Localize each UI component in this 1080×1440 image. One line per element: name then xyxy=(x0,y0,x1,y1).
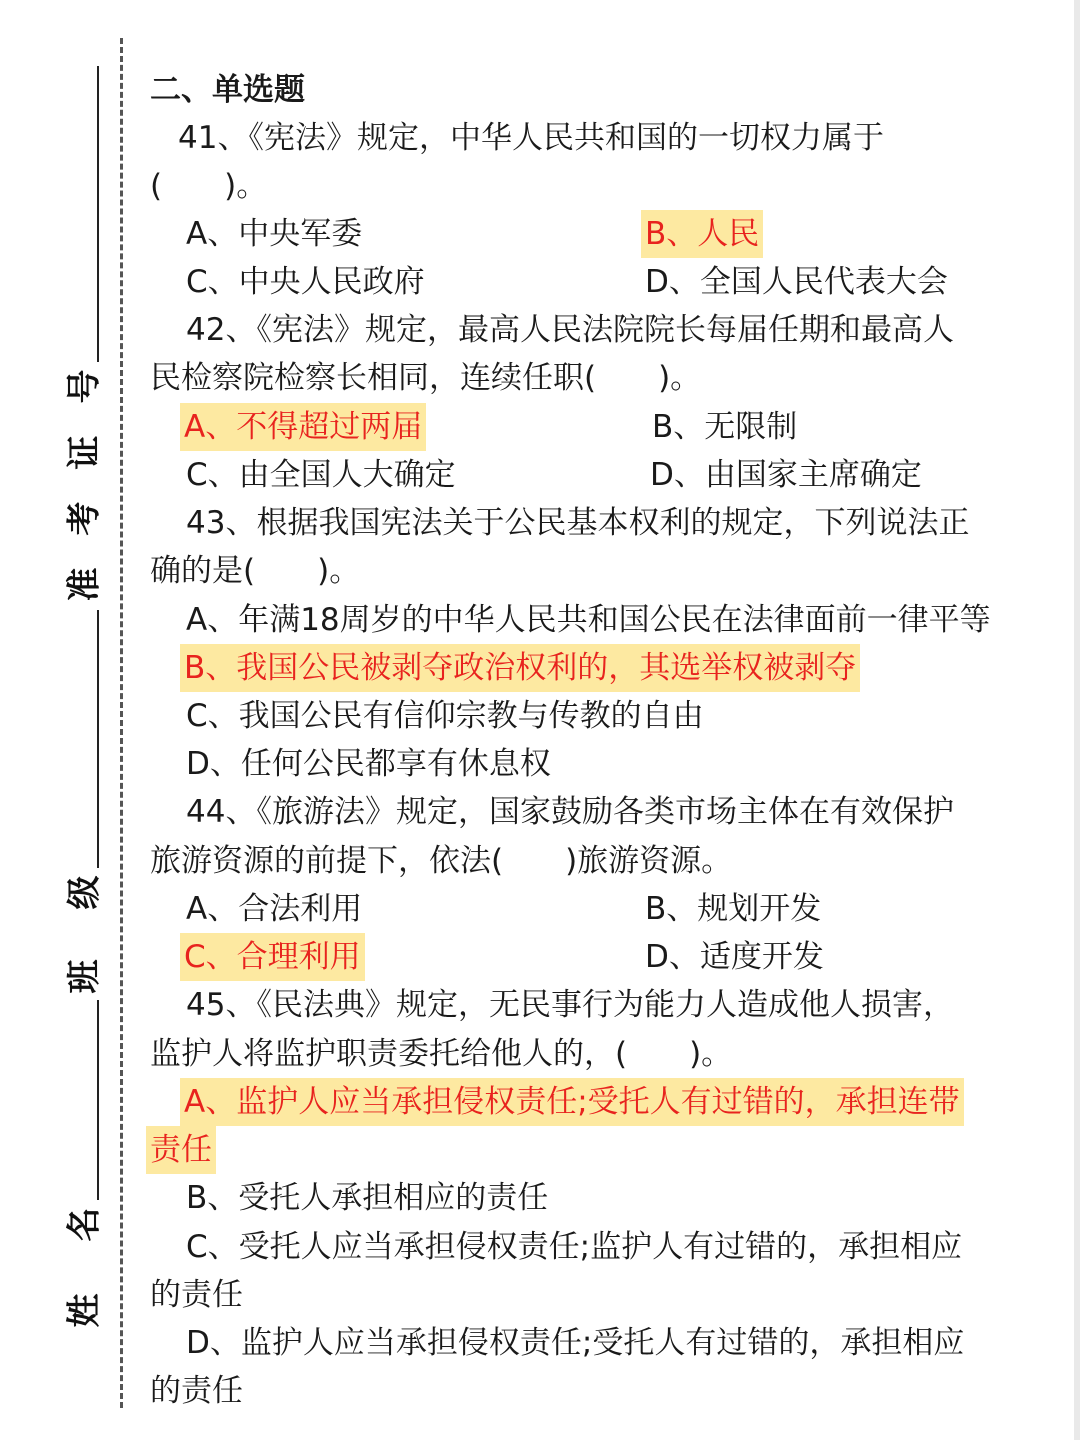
q41-stem-line2: ( )。 xyxy=(150,168,268,204)
side-label-ming: 名 xyxy=(64,1207,105,1242)
exam-number-write-line[interactable] xyxy=(97,66,99,362)
q42-option-d: D、由国家主席确定 xyxy=(650,457,922,493)
q45-option-b: B、受托人承担相应的责任 xyxy=(186,1180,549,1216)
side-label-zheng: 考 xyxy=(64,501,105,536)
side-label-zhun: 号 xyxy=(64,369,105,404)
q42-stem-line2: 民检察院检察长相同，连续任职( )。 xyxy=(150,360,702,396)
q45-option-c-line2: 的责任 xyxy=(150,1277,243,1313)
q44-stem-line1: 44、《旅游法》规定，国家鼓励各类市场主体在有效保护 xyxy=(186,794,954,830)
name-write-line[interactable] xyxy=(97,1000,99,1200)
side-label-hao: 准 xyxy=(64,567,105,602)
q44-option-a: A、合法利用 xyxy=(186,891,363,927)
q44-option-c-answer: C、合理利用 xyxy=(180,933,365,981)
q43-stem-line2: 确的是( )。 xyxy=(150,553,361,589)
q43-option-a: A、年满18周岁的中华人民共和国公民在法律面前一律平等 xyxy=(186,602,991,638)
q44-option-d: D、适度开发 xyxy=(645,939,824,975)
q43-option-b-answer: B、我国公民被剥夺政治权利的，其选举权被剥夺 xyxy=(180,644,860,692)
q41-option-a: A、中央军委 xyxy=(186,216,363,252)
q44-stem-line2: 旅游资源的前提下，依法( )旅游资源。 xyxy=(150,843,733,879)
q43-option-d: D、任何公民都享有休息权 xyxy=(186,746,551,782)
q45-option-c-line1: C、受托人应当承担侵权责任;监护人有过错的，承担相应 xyxy=(186,1229,963,1265)
q41-option-b-answer: B、人民 xyxy=(641,210,763,258)
q42-option-c: C、由全国人大确定 xyxy=(186,457,456,493)
q45-stem-line1: 45、《民法典》规定，无民事行为能力人造成他人损害， xyxy=(186,987,954,1023)
side-label-ji: 级 xyxy=(64,875,105,910)
q45-option-d-line1: D、监护人应当承担侵权责任;受托人有过错的，承担相应 xyxy=(186,1325,965,1361)
class-write-line[interactable] xyxy=(97,610,99,868)
q45-option-a-answer-line1: A、监护人应当承担侵权责任;受托人有过错的，承担连带 xyxy=(180,1078,964,1126)
side-label-kao: 证 xyxy=(64,435,105,470)
q45-stem-line2: 监护人将监护职责委托给他人的，( )。 xyxy=(150,1036,733,1072)
side-label-xing: 姓 xyxy=(64,1293,105,1328)
q41-stem-line1: 41、《宪法》规定，中华人民共和国的一切权力属于 xyxy=(178,120,884,156)
q44-option-b: B、规划开发 xyxy=(645,891,822,927)
q45-option-d-line2: 的责任 xyxy=(150,1373,243,1409)
q42-option-b: B、无限制 xyxy=(652,409,798,445)
q45-option-a-answer-line2: 责任 xyxy=(146,1126,216,1174)
q43-option-c: C、我国公民有信仰宗教与传教的自由 xyxy=(186,698,704,734)
side-label-ban: 班 xyxy=(64,959,105,994)
cut-dashed-line xyxy=(120,38,123,1408)
q42-stem-line1: 42、《宪法》规定，最高人民法院院长每届任期和最高人 xyxy=(186,312,954,348)
q41-option-d: D、全国人民代表大会 xyxy=(645,264,948,300)
section-title: 二、单选题 xyxy=(150,72,305,108)
q42-option-a-answer: A、不得超过两届 xyxy=(180,403,426,451)
q43-stem-line1: 43、根据我国宪法关于公民基本权利的规定，下列说法正 xyxy=(186,505,970,541)
q41-option-c: C、中央人民政府 xyxy=(186,264,425,300)
